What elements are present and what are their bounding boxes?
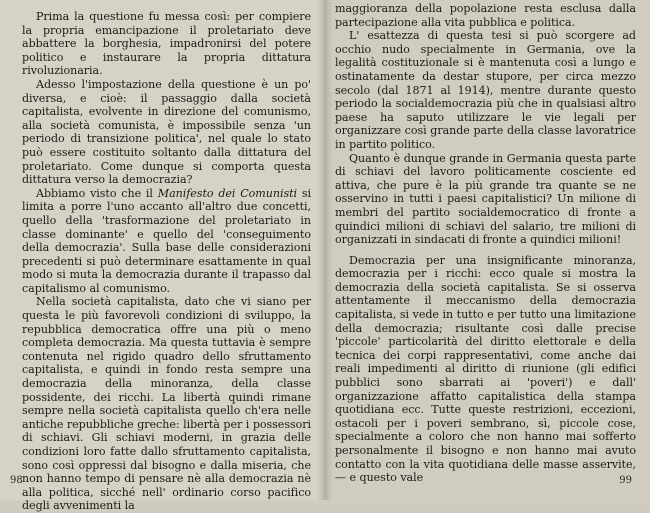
page-number: 98 (10, 475, 23, 486)
paragraph: Nella società capitalista, dato che vi siano per questa le più favorevoli condizioni di sviluppo, la repubblica democratica offre una più o meno completa democrazia. Ma questa tuttavia è sempre contenuta nel rigido quadro dello sfruttamento capitalista, e quindi in fondo resta sempre una democrazia della minoranza, della classe possidente, dei ricchi. La libertà quindi rimane sempre nella società capitalista quello ch'era nelle antiche repubbliche greche: libertà per i possessori di schiavi. Gli schiavi moderni, in grazia delle condizioni loro fatte dallo sfruttamento capitalista, sono così oppressi dal bisogno e dalla miseria, che non hanno tempo di pensare nè alla democrazia nè alla politica, sicché nell' ordinario corso pacifico degli avvenimenti la (22, 295, 311, 513)
paragraph: L' esattezza di questa tesi si può scorgere ad occhio nudo specialmente in Germania, ove la legalità costituzionale si è mantenuta così a lungo e ostinatamente da destar stupore, per circa mezzo secolo (dal 1871 al 1914), mentre durante questo periodo la socialdemocrazia più che in qualsiasi altro paese ha saputo utilizzare le vie legali per organizzare così grande parte della classe lavoratrice in partito politico. (335, 29, 636, 151)
paragraph (22, 187, 311, 296)
paragraph: Adesso l'impostazione della questione è un po' diversa, e cioè: il passaggio dalla società capitalista, evolvente in direzione del comunismo, alla società comunista, è impossibile senza 'un periodo di transizione politica', nel quale lo stato può essere costituito soltanto dalla dittatura del proletariato. Come dunque si comporta questa dittatura verso la democrazia? (22, 77, 311, 187)
paragraph-text: Abbiamo visto che il (36, 186, 158, 200)
paragraph: Prima la questione fu messa così: per compiere la propria emancipazione il proletariato deve abbattere la borghesia, impadronirsi del potere politico e instaurare la propria dittatura rivoluzionaria. (22, 10, 311, 78)
page-number: 99 (619, 475, 632, 486)
book-gutter (317, 0, 333, 500)
paragraph: maggioranza della popolazione resta esclusa dalla partecipazione alla vita pubblica e politica. (335, 2, 636, 29)
paragraph-text: si limita a porre l'uno accanto all'altro due concetti, quello della 'trasformazione del proletariato in classe dominante' e quello del 'conseguimento della democrazia'. Sulla base delle considerazioni precedenti si può determinare esattamente in qual modo si muta la democrazia durante il trapasso dal capitalismo al comunismo. (22, 186, 311, 295)
right-page (325, 0, 650, 500)
paragraph: Quanto è dunque grande in Germania questa parte di schiavi del lavoro politicamente cosciente ed attiva, che pure è la più grande tra quante se ne osservino in tutti i paesi capitalistici? Un milione di membri del partito socialdemocratico di fronte a quindici milioni di schiavi del salario, tre milioni di organizzati in sindacati di fronte a quindici milioni! (335, 151, 636, 247)
paragraph: Democrazia per una insignificante minoranza, democrazia per i ricchi: ecco quale si mostra la democrazia della società capitalista. Se si osserva attentamente il meccanismo della democrazia capitalista, si vede in tutto e per tutto una limitazione della democrazia; risultante così dalle precise 'piccole' particolarità del diritto elettorale e della tecnica dei corpi rappresentativi, come anche dai reali impedimenti al diritto di riunione (gli edifici pubblici sono sbarrati ai 'poveri') e dall' organizzazione affatto capitalistica della stampa quotidiana ecc. Tutte queste restrizioni, eccezioni, ostacoli per i poveri sembrano, sì, piccole cose, specialmente a coloro che non hanno mai sofferto personalmente il bisogno e non hanno mai avuto contatto con la vita quotidiana delle masse asservite, — e questo vale (335, 253, 636, 485)
book-title-italic: Manifesto dei Comunisti (157, 186, 298, 200)
